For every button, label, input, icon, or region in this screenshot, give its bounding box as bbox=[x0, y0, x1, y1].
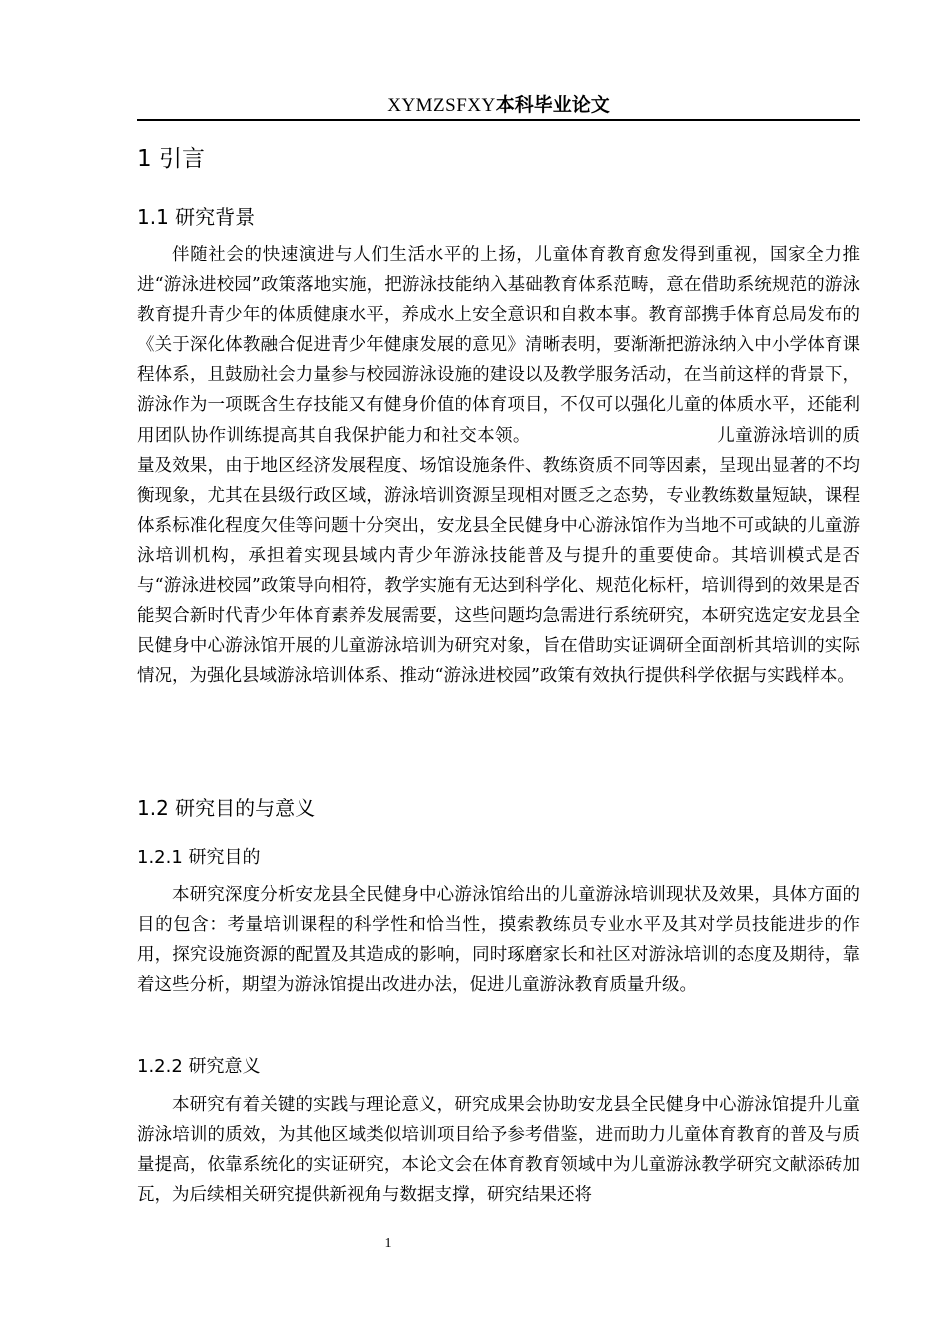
paragraph-background-part-b: 儿童游泳培训的质量及效果，由于地区经济发展程度、场馆设施条件、教练资质不同等因素，呈现出显著的不均衡现象，尤其在县级行政区域，游泳培训资源呈现相对匮乏之态势，专业教练数量短缺，课程体系标准化程度欠佳等问题十分突出，安龙县全民健身中心游泳馆作为当地不可或缺的儿童游泳培训机构，承担着实现县域内青少年游泳技能普及与提升的重要使命。其培训模式是否与“游泳进校园”政策导向相符，教学实施有无达到科学化、规范化标杆，培训得到的效果是否能契合新时代青少年体育素养发展需要，这些问题均急需进行系统研究，本研究选定安龙县全民健身中心游泳馆开展的儿童游泳培训为研究对象，旨在借助实证调研全面剖析其培训的实际情况，为强化县域游泳培训体系、推动“游泳进校园”政策有效执行提供科学依据与实践样本。 bbox=[137, 425, 861, 687]
body-paragraph-background bbox=[137, 240, 860, 691]
header-title: 本科毕业论文 bbox=[495, 94, 610, 116]
subsection-heading-1-2-1: 1.2.1 研究目的 bbox=[137, 847, 261, 868]
paragraph-background-part-a: 伴随社会的快速演进与人们生活水平的上扬，儿童体育教育愈发得到重视，国家全力推进“游泳进校园”政策落地实施，把游泳技能纳入基础教育体系范畴，意在借助系统规范的游泳教育提升青少年的体质健康水平，养成水上安全意识和自救本事。教育部携手体育总局发布的《关于深化体教融合促进青少年健康发展的意见》清晰表明，要渐渐把游泳纳入中小学体育课程体系，且鼓励社会力量参与校园游泳设施的建设以及教学服务活动，在当前这样的背景下，游泳作为一项既含生存技能又有健身价值的体育项目，不仅可以强化儿童的体质水平，还能利用团队协作训练提高其自我保护能力和社交本领。 bbox=[137, 245, 860, 446]
subsection-heading-1-2-2: 1.2.2 研究意义 bbox=[137, 1056, 261, 1077]
header-rule bbox=[137, 119, 860, 121]
running-header bbox=[137, 92, 860, 119]
section-heading-1-1: 1.1 研究背景 bbox=[137, 205, 256, 229]
body-paragraph-significance: 本研究有着关键的实践与理论意义，研究成果会协助安龙县全民健身中心游泳馆提升儿童游泳培训的质效，为其他区域类似培训项目给予参考借鉴，进而助力儿童体育教育的普及与质量提高，依靠系统化的实证研究，本论文会在体育教育领域中为儿童游泳教学研究文献添砖加瓦，为后续相关研究提供新视角与数据支撑，研究结果还将 bbox=[137, 1095, 860, 1206]
body-paragraph-objectives: 本研究深度分析安龙县全民健身中心游泳馆给出的儿童游泳培训现状及效果，具体方面的目的包含：考量培训课程的科学性和恰当性，摸索教练员专业水平及其对学员技能进步的作用，探究设施资源的配置及其造成的影响，同时琢磨家长和社区对游泳培训的态度及期待，靠着这些分析，期望为游泳馆提出改进办法，促进儿童游泳教育质量升级。 bbox=[137, 885, 860, 996]
chapter-heading: 1 引言 bbox=[137, 146, 205, 172]
section-heading-1-2: 1.2 研究目的与意义 bbox=[137, 796, 316, 820]
page-number: 1 bbox=[384, 1236, 392, 1251]
header-code: XYMZSFXY bbox=[387, 95, 496, 116]
